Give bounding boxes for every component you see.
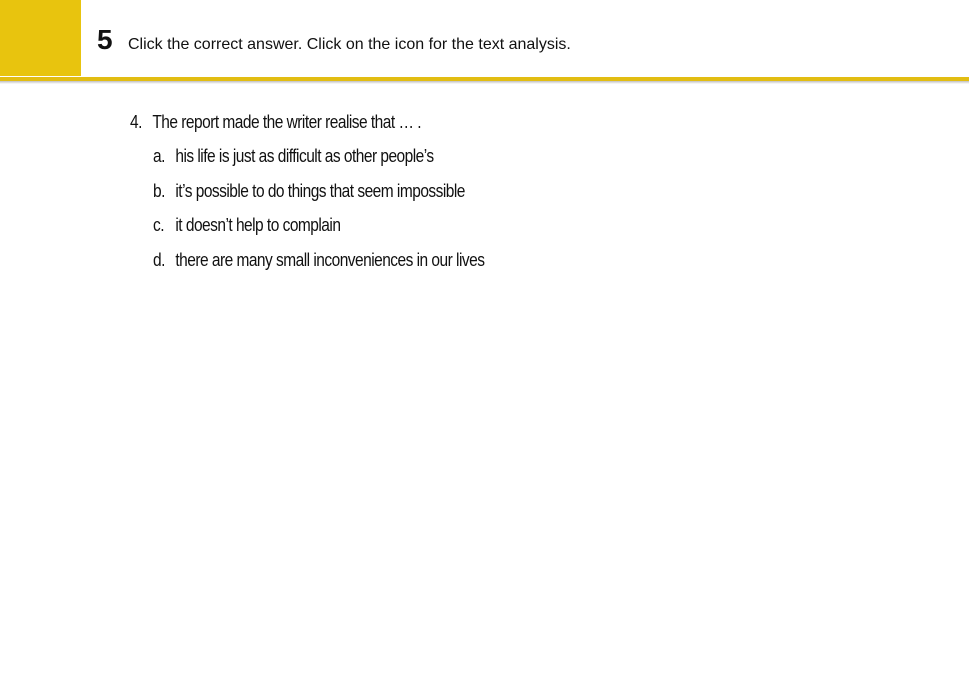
answer-option-b[interactable] — [153, 181, 465, 202]
exercise-number: 5 — [97, 24, 113, 55]
question-number: 4. — [130, 112, 142, 132]
header-accent-block — [0, 0, 81, 76]
header-divider-shadow — [0, 81, 969, 84]
option-letter: d. — [153, 250, 165, 270]
exercise-header — [0, 0, 969, 77]
option-letter: b. — [153, 181, 165, 201]
question-text: The report made the writer realise that … . — [152, 112, 421, 132]
question-prompt — [130, 112, 421, 133]
option-text: it’s possible to do things that seem impossible — [175, 181, 465, 201]
exercise-instruction: Click the correct answer. Click on the icon for the text analysis. — [128, 36, 571, 53]
option-text: it doesn’t help to complain — [175, 215, 341, 235]
answer-option-c[interactable] — [153, 215, 340, 236]
answer-option-d[interactable] — [153, 250, 484, 271]
option-text: his life is just as difficult as other people’s — [175, 146, 434, 166]
option-text: there are many small inconveniences in our lives — [175, 250, 485, 270]
answer-option-a[interactable] — [153, 146, 434, 167]
option-letter: a. — [153, 146, 165, 166]
option-letter: c. — [153, 215, 165, 235]
